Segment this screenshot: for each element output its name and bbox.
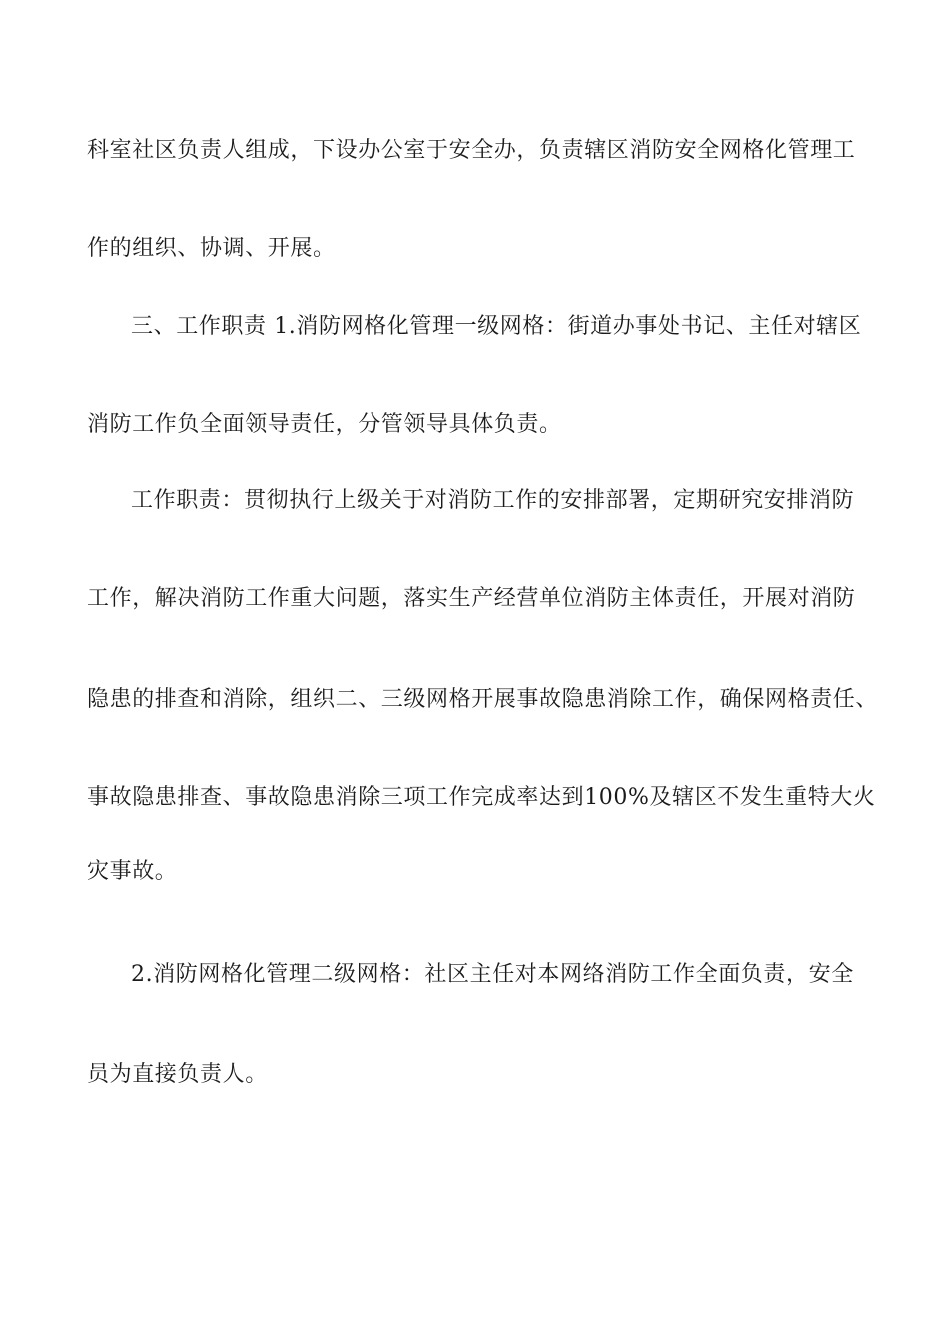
paragraph-line: 工作，解决消防工作重大问题，落实生产经营单位消防主体责任，开展对消防 [87,586,856,611]
paragraph-line: 2.消防网格化管理二级网格：社区主任对本网络消防工作全面负责，安全 [131,962,854,987]
paragraph-line: 作的组织、协调、开展。 [87,236,336,261]
paragraph-line: 消防工作负全面领导责任，分管领导具体负责。 [87,412,562,437]
paragraph-line: 员为直接负责人。 [87,1062,268,1087]
paragraph-line: 隐患的排查和消除，组织二、三级网格开展事故隐患消除工作，确保网格责任、 [87,687,879,712]
paragraph-line: 工作职责：贯彻执行上级关于对消防工作的安排部署，定期研究安排消防 [131,488,855,513]
paragraph-line: 事故隐患排查、事故隐患消除三项工作完成率达到100%及辖区不发生重特大火 [87,785,876,810]
paragraph-line: 灾事故。 [87,859,178,884]
section-heading-line: 三、工作职责 1.消防网格化管理一级网格：街道办事处书记、主任对辖区 [131,314,862,339]
paragraph-line: 科室社区负责人组成，下设办公室于安全办，负责辖区消防安全网格化管理工 [87,138,856,163]
